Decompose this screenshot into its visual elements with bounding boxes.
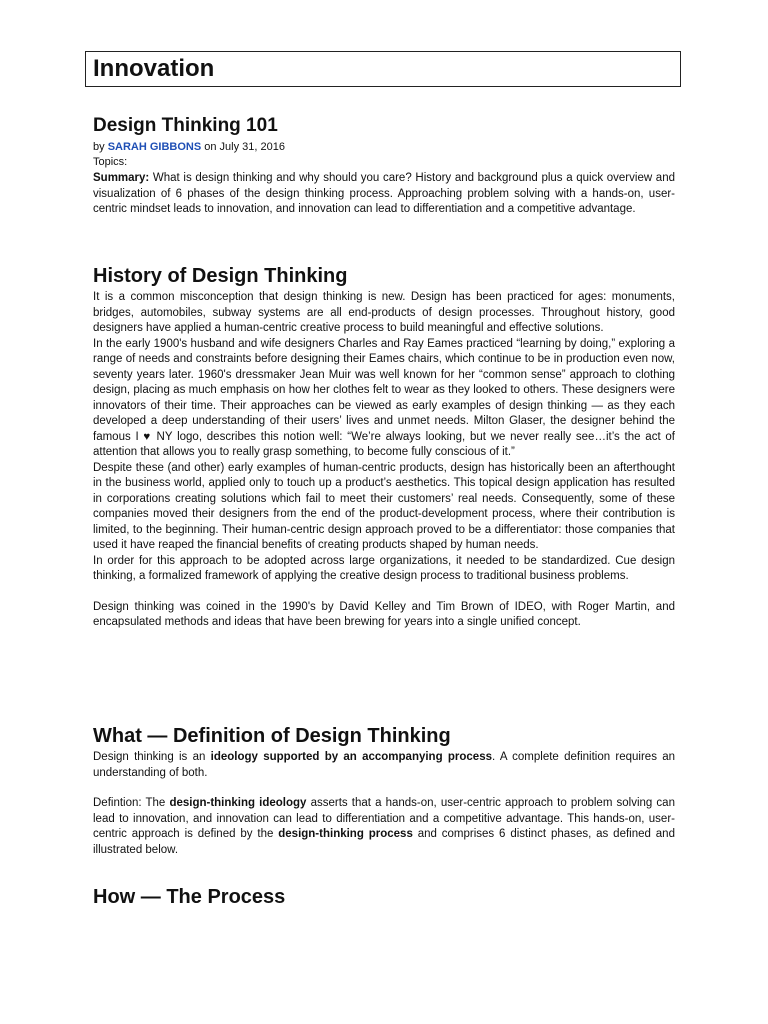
process-section (93, 886, 675, 909)
history-paragraph-2: In the early 1900's husband and wife designers Charles and Ray Eames practiced “learning by doing,” exploring a range of needs and constraints before designing their Eames chairs, which continue to be in production even now, seventy years later. 1960's dressmaker Jean Muir was well known for her “common sense” approach to clothing design, placing as much emphasis on how her clothes felt to wear as they looked to others. These designers were innovators of their time. Their approaches can be viewed as early examples of design thinking — as they each developed a deep understanding of their users’ lives and unmet needs. Milton Glaser, the designer behind the famous I ♥ NY logo, describes this notion well: “We’re always looking, but we never really see…it’s the act of attention that allows you to really grasp something, to become fully conscious of it.” (93, 337, 675, 458)
category-banner (85, 51, 681, 87)
article-header (93, 115, 675, 218)
article-title: Design Thinking 101 (93, 115, 278, 136)
definition-section (93, 725, 675, 858)
topics-label: Topics: (93, 156, 128, 168)
history-paragraph-4: In order for this approach to be adopted across large organizations, it needed to be standardized. Cue design thinking, a formalized framework of applying the creative design process to traditional business problems. (93, 554, 675, 582)
category-title: Innovation (93, 55, 215, 82)
definition-heading: What — Definition of Design Thinking (93, 725, 451, 747)
summary-paragraph: Summary: What is design thinking and why should you care? History and background plus a quick overview and visualization of 6 phases of the design thinking process. Approaching problem solving with a hands-on, user-centric mindset leads to innovation, and innovation can lead to differentiation and a competitive advantage. (93, 172, 675, 215)
author-link[interactable]: SARAH GIBBONS (107, 141, 202, 153)
history-paragraph-5: Design thinking was coined in the 1990's by David Kelley and Tim Brown of IDEO, with Roger Martin, and encapsulated methods and ideas that have been brewing for years into a single unified concept. (93, 600, 675, 628)
history-section (93, 265, 675, 631)
history-heading: History of Design Thinking (93, 265, 348, 287)
history-paragraph-3: Despite these (and other) early examples of human-centric products, design has historically been an afterthought in the business world, applied only to touch up a product’s aesthetics. This topical design application has resulted in corporations creating solutions which fail to meet their customers’ real needs. Consequently, some of these companies moved their designers from the end of the product-development process, where their contribution is limited, to the beginning. Their human-centric design approach proved to be a differentiator: those companies that used it have reaped the financial benefits of creating products shaped by human needs. (93, 461, 675, 551)
definition-paragraph-2: Defintion: The design-thinking ideology asserts that a hands-on, user-centric approach to problem solving can lead to innovation, and innovation can lead to differentiation and a competitive advantage. This hands-on, user-centric approach is defined by the design-thinking process and comprises 6 distinct phases, as defined and illustrated below. (93, 797, 675, 856)
definition-paragraph-1: Design thinking is an ideology supported by an accompanying process. A complete definition requires an understanding of both. (93, 751, 676, 779)
history-paragraph-1: It is a common misconception that design thinking is new. Design has been practiced for ages: monuments, bridges, automobiles, subway systems are all end-products of design processes. Throughout history, good designers have applied a human-centric creative process to build meaningful and effective solutions. (93, 291, 675, 334)
byline: by SARAH GIBBONS on July 31, 2016 (93, 141, 285, 153)
process-heading: How — The Process (93, 886, 286, 908)
